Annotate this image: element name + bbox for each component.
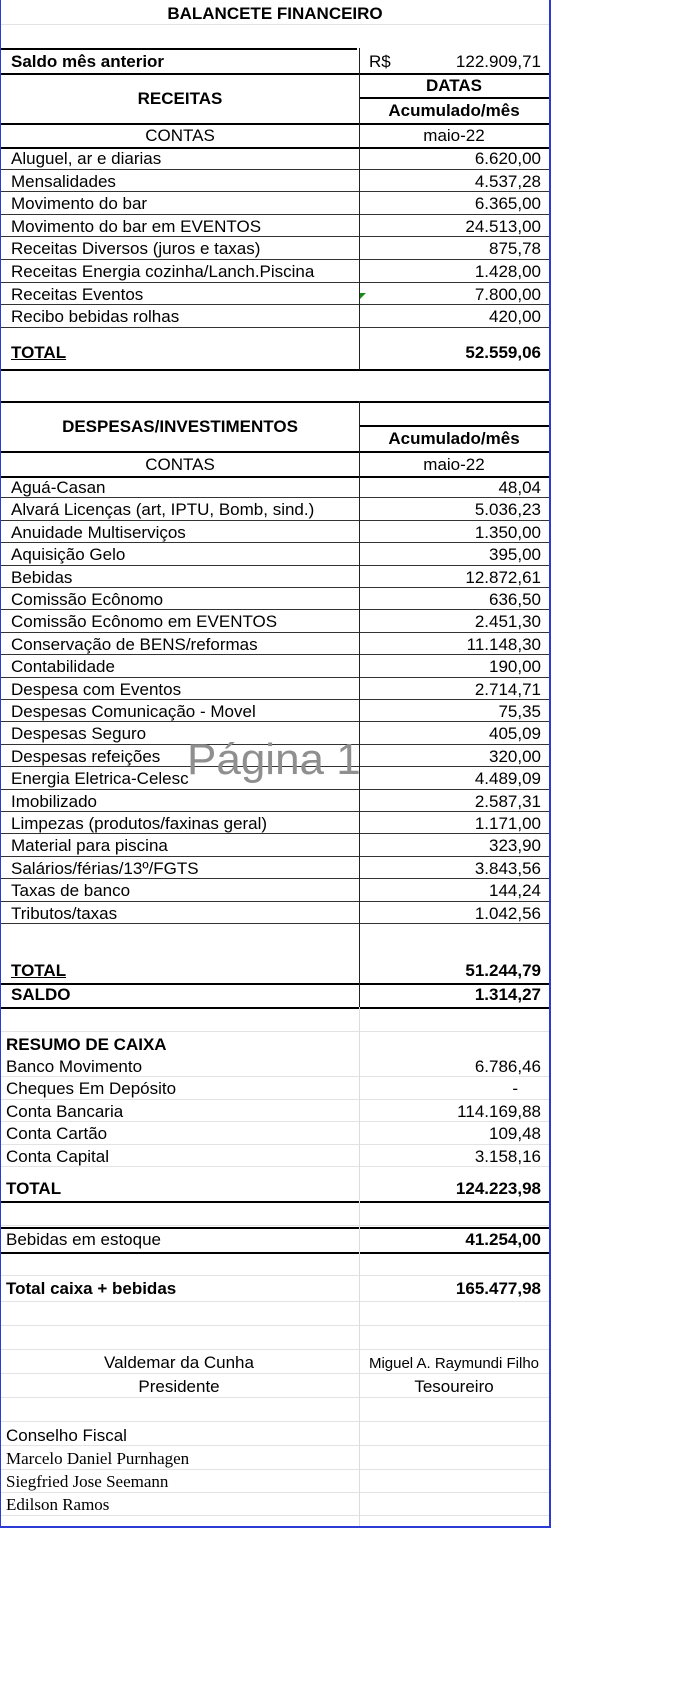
conselho-member-row bbox=[2, 1470, 550, 1494]
resumo-item-row bbox=[2, 1077, 550, 1101]
resumo-item-value: 109,48 bbox=[489, 1124, 541, 1144]
despesa-row bbox=[2, 521, 550, 545]
receita-value: 6.620,00 bbox=[474, 149, 541, 168]
conselho-member-row bbox=[2, 1493, 550, 1517]
despesa-value: 2.714,71 bbox=[474, 679, 541, 699]
despesa-value: 405,09 bbox=[489, 724, 541, 744]
resumo-total-value: 124.223,98 bbox=[455, 1179, 541, 1198]
receita-label: Receitas Energia cozinha/Lanch.Piscina bbox=[11, 262, 315, 281]
despesa-value: 1.042,56 bbox=[474, 903, 541, 923]
despesas-total-row bbox=[2, 959, 550, 983]
receita-value: 420,00 bbox=[489, 307, 541, 327]
despesa-label: Taxas de banco bbox=[11, 881, 131, 901]
receita-value: 24.513,00 bbox=[465, 216, 541, 236]
despesa-row bbox=[2, 879, 550, 903]
resumo-item-value: 114.169,88 bbox=[457, 1101, 541, 1121]
despesa-value: 75,35 bbox=[498, 702, 541, 721]
despesa-label: Comissão Ecônomo bbox=[11, 590, 164, 609]
receita-label: Receitas Eventos bbox=[11, 284, 144, 304]
conselho-header: Conselho Fiscal bbox=[6, 1426, 127, 1445]
despesa-value: 323,90 bbox=[489, 836, 541, 856]
resumo-item-label: Conta Bancaria bbox=[6, 1101, 124, 1121]
receita-row bbox=[2, 147, 550, 171]
despesa-row bbox=[2, 790, 550, 814]
receita-label: Movimento do bar em EVENTOS bbox=[11, 216, 262, 236]
saldo-anterior-label: Saldo mês anterior bbox=[11, 52, 165, 71]
resumo-item-value: 6.786,46 bbox=[474, 1057, 541, 1076]
despesa-value: 636,50 bbox=[489, 590, 541, 609]
despesa-row bbox=[2, 902, 550, 926]
receitas-contas-label: CONTAS bbox=[145, 126, 215, 145]
despesa-value: 12.872,61 bbox=[465, 567, 541, 587]
resumo-header-row bbox=[2, 1033, 550, 1057]
despesa-label: Aguá-Casan bbox=[11, 478, 106, 497]
resumo-item-label: Cheques Em Depósito bbox=[6, 1079, 177, 1099]
despesa-label: Despesa com Eventos bbox=[11, 679, 182, 699]
president-name: Valdemar da Cunha bbox=[104, 1353, 254, 1372]
receitas-header: RECEITAS bbox=[137, 89, 223, 108]
despesa-value: 2.451,30 bbox=[474, 612, 541, 632]
receitas-total-value: 52.559,06 bbox=[465, 343, 541, 362]
total-caixa-value: 165.477,98 bbox=[455, 1279, 541, 1298]
receitas-total-label: TOTAL bbox=[11, 343, 67, 362]
treasurer-name: Miguel A. Raymundi Filho bbox=[368, 1355, 540, 1372]
despesa-value: 1.350,00 bbox=[474, 522, 541, 542]
despesas-acum-label: Acumulado/mês bbox=[388, 429, 520, 448]
despesa-label: Despesas Comunicação - Movel bbox=[11, 702, 256, 721]
receitas-total-row bbox=[2, 341, 550, 365]
despesa-label: Conservação de BENS/reformas bbox=[11, 634, 258, 654]
total-caixa-row bbox=[2, 1277, 550, 1301]
receita-label: Movimento do bar bbox=[11, 194, 148, 214]
despesa-row bbox=[2, 678, 550, 702]
despesa-label: Material para piscina bbox=[11, 836, 168, 856]
cell-comment-marker bbox=[360, 293, 366, 299]
saldo-anterior-currency: R$ bbox=[369, 52, 391, 71]
despesa-row bbox=[2, 566, 550, 590]
receita-row bbox=[2, 305, 550, 329]
despesa-row bbox=[2, 633, 550, 657]
resumo-total-label: TOTAL bbox=[6, 1179, 62, 1198]
despesa-value: 190,00 bbox=[489, 657, 541, 677]
resumo-item-row bbox=[2, 1100, 550, 1124]
receitas-month: maio-22 bbox=[423, 126, 485, 145]
receita-row bbox=[2, 260, 550, 284]
saldo-value: 1.314,27 bbox=[474, 985, 541, 1004]
despesa-label: Contabilidade bbox=[11, 657, 115, 677]
despesas-total-label: TOTAL bbox=[11, 961, 67, 980]
despesa-row bbox=[2, 498, 550, 522]
receita-row bbox=[2, 215, 550, 239]
receita-row bbox=[2, 170, 550, 194]
despesa-row bbox=[2, 588, 550, 612]
receita-row bbox=[2, 283, 550, 307]
despesa-value: 3.843,56 bbox=[474, 858, 541, 878]
saldo-label: SALDO bbox=[11, 985, 71, 1004]
despesa-label: Comissão Ecônomo em EVENTOS bbox=[11, 612, 278, 632]
resumo-total-row bbox=[2, 1177, 550, 1201]
receita-label: Recibo bebidas rolhas bbox=[11, 307, 180, 327]
receita-value: 875,78 bbox=[489, 239, 541, 259]
despesa-value: 144,24 bbox=[489, 881, 541, 901]
resumo-item-label: Conta Capital bbox=[6, 1146, 110, 1166]
despesa-row bbox=[2, 700, 550, 724]
despesas-contas-label: CONTAS bbox=[145, 455, 215, 474]
conselho-member-label: Siegfried Jose Seemann bbox=[6, 1472, 169, 1491]
resumo-header: RESUMO DE CAIXA bbox=[6, 1035, 167, 1054]
receita-row bbox=[2, 192, 550, 216]
estoque-label: Bebidas em estoque bbox=[6, 1230, 161, 1249]
receita-label: Aluguel, ar e diarias bbox=[11, 149, 162, 168]
resumo-item-row bbox=[2, 1055, 550, 1079]
receita-row bbox=[2, 237, 550, 261]
despesa-value: 11.148,30 bbox=[466, 634, 541, 654]
conselho-member-label: Edilson Ramos bbox=[6, 1495, 110, 1514]
despesa-label: Despesas refeições bbox=[11, 746, 161, 766]
despesa-value: 4.489,09 bbox=[474, 769, 541, 789]
president-role: Presidente bbox=[138, 1377, 220, 1396]
despesa-label: Energia Eletrica-Celesc bbox=[11, 769, 189, 789]
despesa-row bbox=[2, 476, 550, 500]
treasurer-role: Tesoureiro bbox=[414, 1377, 494, 1396]
conselho-member-label: Marcelo Daniel Purnhagen bbox=[6, 1449, 190, 1468]
page-watermark: Página 1 bbox=[187, 735, 361, 784]
resumo-item-row bbox=[2, 1145, 550, 1169]
estoque-value: 41.254,00 bbox=[465, 1230, 541, 1249]
despesa-row bbox=[2, 857, 550, 881]
resumo-item-label: Conta Cartão bbox=[6, 1124, 108, 1144]
resumo-item-value: 3.158,16 bbox=[474, 1146, 541, 1166]
receita-label: Mensalidades bbox=[11, 171, 116, 191]
total-caixa-label: Total caixa + bebidas bbox=[6, 1279, 177, 1298]
despesa-value: 320,00 bbox=[489, 746, 541, 766]
despesa-value: 48,04 bbox=[498, 478, 541, 497]
despesa-label: Despesas Seguro bbox=[11, 724, 147, 744]
despesa-row bbox=[2, 610, 550, 634]
despesa-row bbox=[2, 543, 550, 567]
receita-value: 7.800,00 bbox=[474, 284, 541, 304]
despesa-value: 1.171,00 bbox=[474, 814, 541, 833]
despesa-label: Aquisição Gelo bbox=[11, 545, 126, 565]
despesas-total-value: 51.244,79 bbox=[465, 961, 541, 980]
resumo-item-row bbox=[2, 1122, 550, 1146]
despesa-row bbox=[2, 812, 550, 836]
receita-value: 1.428,00 bbox=[474, 262, 541, 281]
saldo-anterior-value: 122.909,71 bbox=[455, 52, 541, 71]
receita-value: 4.537,28 bbox=[474, 171, 541, 191]
receita-label: Receitas Diversos (juros e taxas) bbox=[11, 239, 261, 259]
despesa-label: Tributos/taxas bbox=[11, 903, 118, 923]
despesa-label: Bebidas bbox=[11, 567, 73, 587]
saldo-anterior-row bbox=[2, 50, 550, 74]
despesa-label: Imobilizado bbox=[11, 791, 97, 811]
despesa-row bbox=[2, 834, 550, 858]
receita-value: 6.365,00 bbox=[474, 194, 541, 214]
despesa-value: 395,00 bbox=[489, 545, 541, 565]
estoque-row bbox=[2, 1228, 550, 1252]
resumo-item-label: Banco Movimento bbox=[6, 1057, 143, 1076]
receitas-acum-label: Acumulado/mês bbox=[388, 101, 520, 120]
sheet-title: BALANCETE FINANCEIRO bbox=[167, 4, 383, 23]
despesas-header: DESPESAS/INVESTIMENTOS bbox=[62, 417, 298, 436]
despesa-row bbox=[2, 655, 550, 679]
despesas-month: maio-22 bbox=[423, 455, 485, 474]
saldo-row bbox=[2, 983, 550, 1007]
despesa-label: Limpezas (produtos/faxinas geral) bbox=[11, 814, 268, 833]
despesa-value: 5.036,23 bbox=[474, 500, 541, 520]
despesa-label: Anuidade Multiserviços bbox=[11, 522, 186, 542]
resumo-item-value: - bbox=[512, 1079, 518, 1099]
despesa-value: 2.587,31 bbox=[474, 791, 541, 811]
conselho-member-row bbox=[2, 1447, 550, 1471]
despesa-label: Alvará Licenças (art, IPTU, Bomb, sind.) bbox=[11, 500, 315, 520]
datas-label: DATAS bbox=[425, 76, 483, 95]
despesa-label: Salários/férias/13º/FGTS bbox=[11, 858, 199, 878]
